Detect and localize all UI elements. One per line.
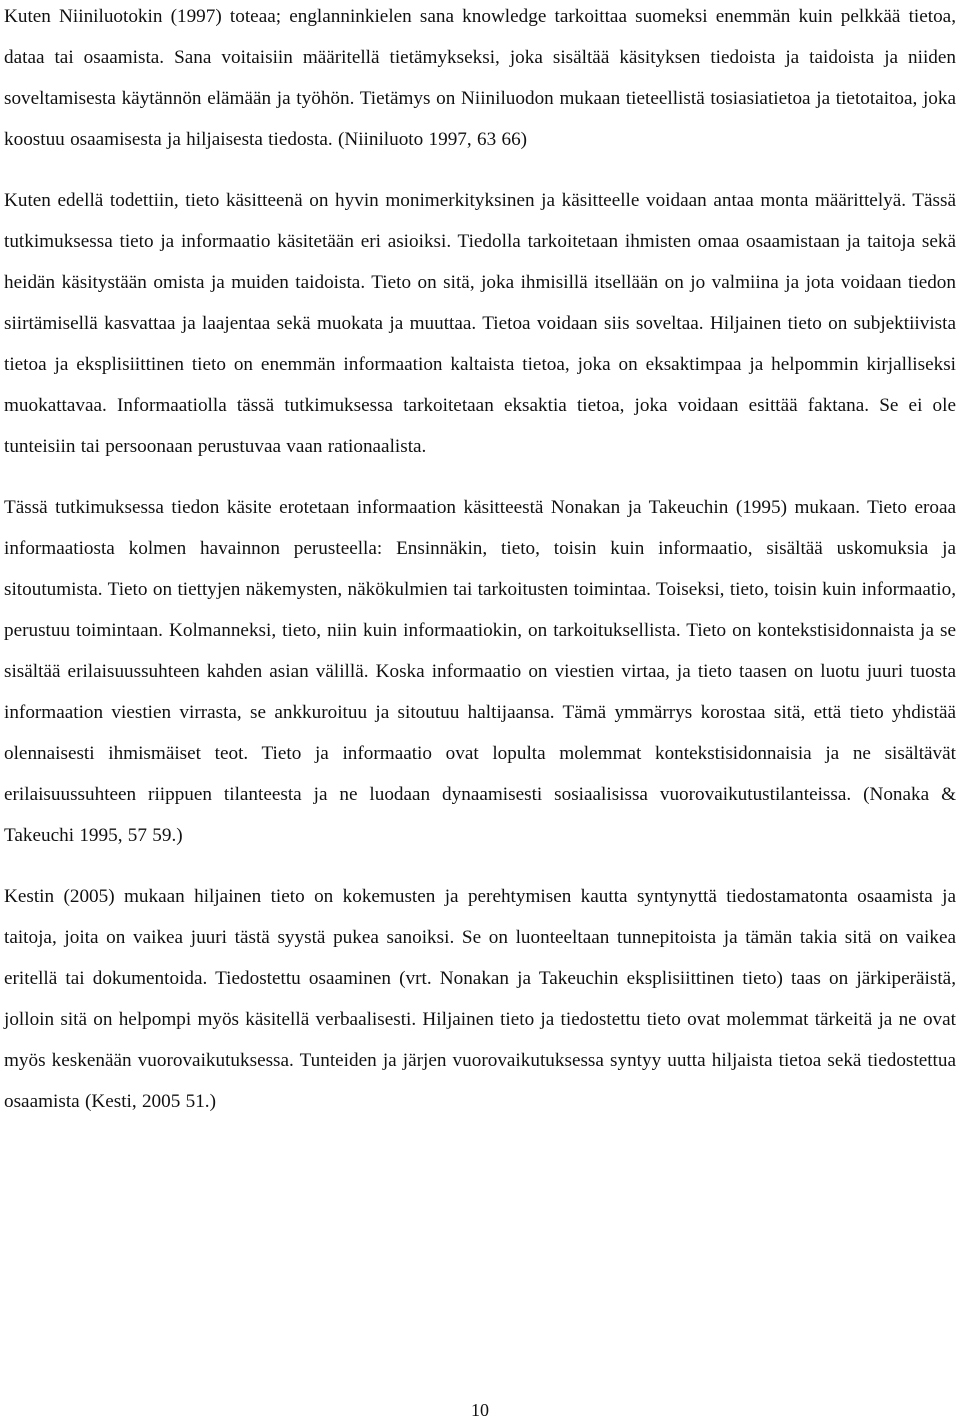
- document-page: [4, 0, 956, 1122]
- page-number: 10: [471, 1400, 489, 1420]
- paragraph-4: Kestin (2005) mukaan hiljainen tieto on kokemusten ja perehtymisen kautta syntynyttä tiedostamatonta osaamista ja taitoja, joita on vaikea juuri tästä syystä pukea sanoiksi. Se on luonteeltaan tunnepitoista ja tämän takia sitä on vaikea eritellä tai dokumentoida. Tiedostettu osaaminen (vrt. Nonakan ja Takeuchin eksplisiittinen tieto) taas on järkiperäistä, jolloin sitä on helpompi myös käsitellä verbaalisesti. Hiljainen tieto ja tiedostettu tieto ovat molemmat tärkeitä ja ne ovat myös keskenään vuorovaikutuksessa. Tunteiden ja järjen vuorovaikutuksessa syntyy uutta hiljaista tietoa sekä tiedostettua osaamista (Kesti, 2005 51.): [4, 886, 956, 1112]
- paragraph-gap: [4, 160, 956, 180]
- paragraph-2: Kuten edellä todettiin, tieto käsitteenä on hyvin monimerkityksinen ja käsitteelle voidaan antaa monta määrittelyä. Tässä tutkimuksessa tieto ja informaatio käsitetään eri asioiksi. Tiedolla tarkoitetaan ihmisten omaa osaamistaan ja taitoja sekä heidän käsitystään omista ja muiden taidoista. Tieto on sitä, joka ihmisillä itsellään on jo valmiina ja jota voidaan tiedon siirtämisellä kasvattaa ja laajentaa sekä muokata ja muuttaa. Tietoa voidaan siis soveltaa. Hiljainen tieto on subjektiivista tietoa ja eksplisiittinen tieto on enemmän informaation kaltaista tietoa, joka on eksaktimpaa ja helpommin kirjalliseksi muokattavaa. Informaatiolla tässä tutkimuksessa tarkoitetaan eksaktia tietoa, joka voidaan esittää faktana. Se ei ole tunteisiin tai persoonaan perustuvaa vaan rationaalista.: [4, 190, 956, 457]
- paragraph-3: Tässä tutkimuksessa tiedon käsite erotetaan informaation käsitteestä Nonakan ja Takeuchin (1995) mukaan. Tieto eroaa informaatiosta kolmen havainnon perusteella: Ensinnäkin, tieto, toisin kuin informaatio, sisältää uskomuksia ja sitoutumista. Tieto on tiettyjen näkemysten, näkökulmien tai tarkoitusten toimintaa. Toiseksi, tieto, toisin kuin informaatio, perustuu toimintaan. Kolmanneksi, tieto, niin kuin informaatiokin, on tarkoituksellista. Tieto on kontekstisidonnaista ja se sisältää erilaisuussuhteen kahden asian välillä. Koska informaatio on viestien virtaa, ja tieto taasen on luotu juuri tuosta informaation viestien virrasta, se ankkuroituu ja sitoutuu haltijaansa. Tämä ymmärrys korostaa sitä, että tieto yhdistää olennaisesti ihmismäiset teot. Tieto ja informaatio ovat lopulta molemmat kontekstisidonnaisia ja ne sisältävät erilaisuussuhteen riippuen tilanteesta ja ne luodaan dynaamisesti sosiaalisissa vuorovaikutustilanteissa. (Nonaka & Takeuchi 1995, 57 59.): [4, 497, 956, 846]
- paragraph-gap: [4, 467, 956, 487]
- paragraph-1: Kuten Niiniluotokin (1997) toteaa; englanninkielen sana knowledge tarkoittaa suomeksi enemmän kuin pelkkää tietoa, dataa tai osaamista. Sana voitaisiin määritellä tietämykseksi, joka sisältää käsityksen tiedoista ja taidoista ja niiden soveltamisesta käytännön elämään ja työhön. Tietämys on Niiniluodon mukaan tieteellistä tosiasiatietoa ja tietotaitoa, joka koostuu osaamisesta ja hiljaisesta tiedosta. (Niiniluoto 1997, 63 66): [4, 6, 956, 150]
- paragraph-gap: [4, 856, 956, 876]
